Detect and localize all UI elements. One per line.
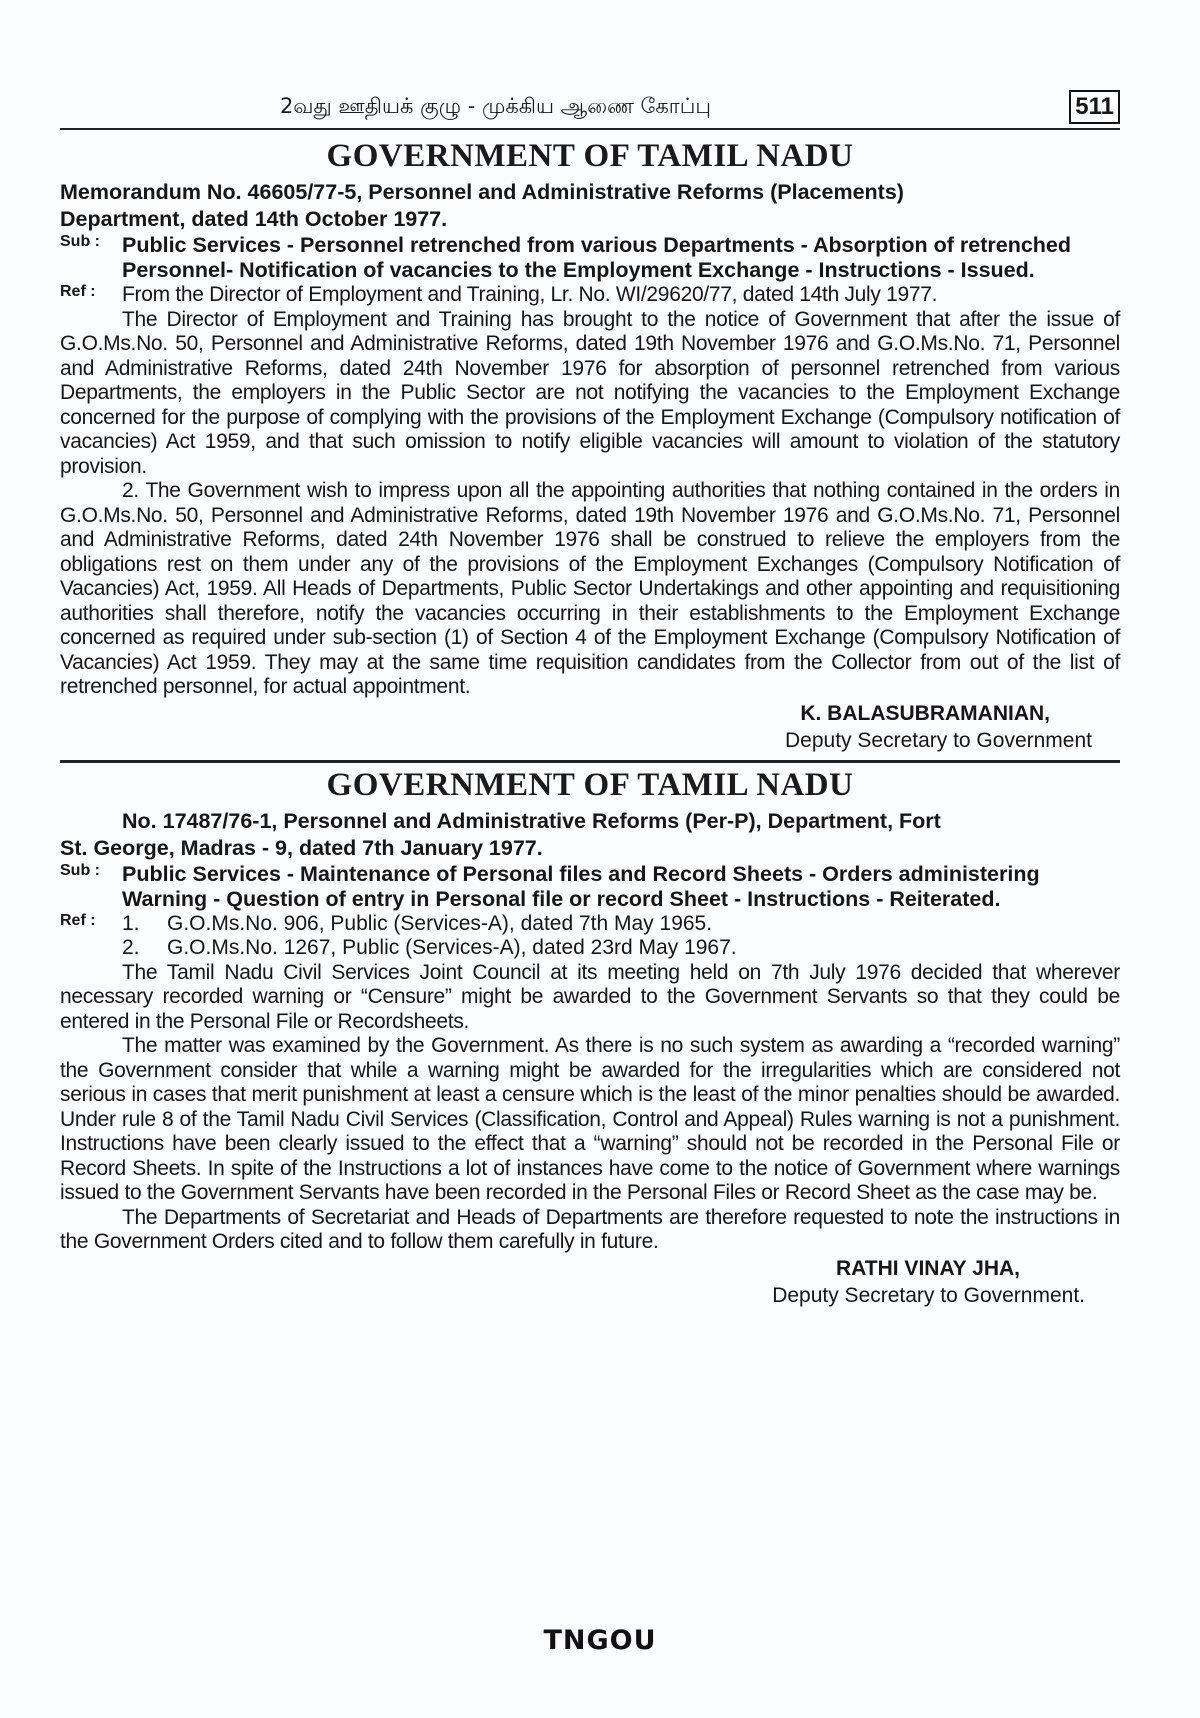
- reference-item: [122, 936, 1120, 961]
- reference-number: 1.: [122, 911, 140, 935]
- subject-block: [60, 233, 1120, 283]
- subject-label: Sub :: [60, 233, 100, 250]
- reference-text: G.O.Ms.No. 906, Public (Services-A), dated 7th May 1965.: [167, 911, 713, 935]
- reference-text: G.O.Ms.No. 1267, Public (Services-A), dated 23rd May 1967.: [167, 936, 737, 959]
- government-title: GOVERNMENT OF TAMIL NADU: [326, 138, 854, 174]
- memo-date-line: St. George, Madras - 9, dated 7th January 1977.: [60, 835, 543, 860]
- reference-block: [60, 912, 1120, 961]
- section-divider: [60, 760, 1120, 763]
- signatory-name: RATHI VINAY JHA,: [836, 1256, 1020, 1280]
- memo-number-line: Memorandum No. 46605/77-5, Personnel and Administrative Reforms (Placements): [60, 180, 904, 204]
- reference-item: [122, 912, 1120, 937]
- government-title: GOVERNMENT OF TAMIL NADU: [326, 766, 854, 803]
- paragraph-1: The Director of Employment and Training has brought to the notice of Government that after the issue of G.O.Ms.No. 50, Personnel and Administrative Reforms, dated 19th November 1976 and G.O.Ms.No. 71, Personnel and Administrative Reforms, dated 24th November 1976 for absorption of personnel retrenched from various Departments, the employers in the Public Sector are not notifying the vacancies to the Employment Exchange concerned for the purpose of complying with the provisions of the Employment Exchange (Compulsory notification of vacancies) Act 1959, and that such omission to notify eligible vacancies will amount to violation of the statutory provision.: [60, 307, 1120, 478]
- memo-number-line: No. 17487/76-1, Personnel and Administrative Reforms (Per-P), Department, Fort: [122, 808, 941, 833]
- paragraph-2: The matter was examined by the Government. As there is no such system as awarding a “recorded warning” the Government consider that while a warning might be awarded for the irregularities which are considered not serious in cases that merit punishment at least a censure which is the least of the minor penalties should be awarded. Under rule 8 of the Tamil Nadu Civil Services (Classification, Control and Appeal) Rules warning is not a punishment. Instructions have been clearly issued to the effect that a “warning” should not be recorded in the Personal File or Record Sheets. In spite of the Instructions a lot of instances have come to the notice of Government where warnings issued to the Government Servants have been recorded in the Personal Files or Record Sheet as the case may be.: [60, 1034, 1120, 1204]
- reference-text: From the Director of Employment and Training, Lr. No. WI/29620/77, dated 14th July 1977.: [122, 283, 938, 306]
- running-header: [60, 88, 1120, 130]
- subject-text: Public Services - Maintenance of Personal files and Record Sheets - Orders administering Warning - Question of entry in Personal file or record Sheet - Instructions - Reiterated.: [122, 861, 1040, 911]
- reference-label: Ref :: [60, 283, 96, 300]
- reference-block: [60, 283, 1120, 308]
- signature-block: [60, 700, 1120, 754]
- subject-label: Sub :: [60, 861, 100, 879]
- signature-block: [60, 1255, 1120, 1309]
- subject-block: [60, 862, 1120, 912]
- footer-brand: TNGOU: [543, 1625, 657, 1656]
- running-title: 2வது ஊதியக் குழு - முக்கிய ஆணை கோப்பு: [280, 94, 712, 118]
- signatory-name: K. BALASUBRAMANIAN,: [800, 701, 1050, 725]
- reference-number: 2.: [122, 936, 140, 959]
- signatory-role: Deputy Secretary to Government: [785, 728, 1092, 752]
- memorandum-2: [60, 767, 1120, 1309]
- signatory-role: Deputy Secretary to Government.: [772, 1283, 1085, 1307]
- page-number: 511: [1069, 90, 1120, 124]
- reference-list: [122, 912, 1120, 961]
- paragraph-2: 2. The Government wish to impress upon all the appointing authorities that nothing contained in the orders in G.O.Ms.No. 50, Personnel and Administrative Reforms, dated 19th November 1976 and G.O.Ms.No. 71, Personnel and Administrative Reforms, dated 24th November 1976 shall be construed to relieve the employers from the obligations rest on them under any of the provisions of the Employment Exchanges (Compulsory Notification of Vacancies) Act, 1959. All Heads of Departments, Public Sector Undertakings and other appointing and requisitioning authorities shall therefore, notify the vacancies occurring in their establishments to the Employment Exchange concerned as required under sub-section (1) of Section 4 of the Employment Exchange (Compulsory Notification of Vacancies) Act 1959. They may at the same time requisition candidates from the Collector from out of the list of retrenched personnel, for actual appointment.: [60, 479, 1120, 698]
- memorandum-1: [60, 138, 1120, 754]
- reference-label: Ref :: [60, 911, 96, 929]
- memo-date-line: Department, dated 14th October 1977.: [60, 207, 448, 231]
- paragraph-1: The Tamil Nadu Civil Services Joint Council at its meeting held on 7th July 1976 decided that wherever necessary recorded warning or “Censure” might be awarded to the Government Servants so that they could be entered in the Personal File or Recordsheets.: [60, 960, 1120, 1033]
- subject-text: Public Services - Personnel retrenched from various Departments - Absorption of retrenched Personnel- Notification of vacancies to the Employment Exchange - Instructions - Issued.: [122, 233, 1072, 282]
- document-page: [60, 88, 1120, 1309]
- paragraph-3: The Departments of Secretariat and Heads of Departments are therefore requested to note the instructions in the Government Orders cited and to follow them carefully in future.: [60, 1205, 1120, 1253]
